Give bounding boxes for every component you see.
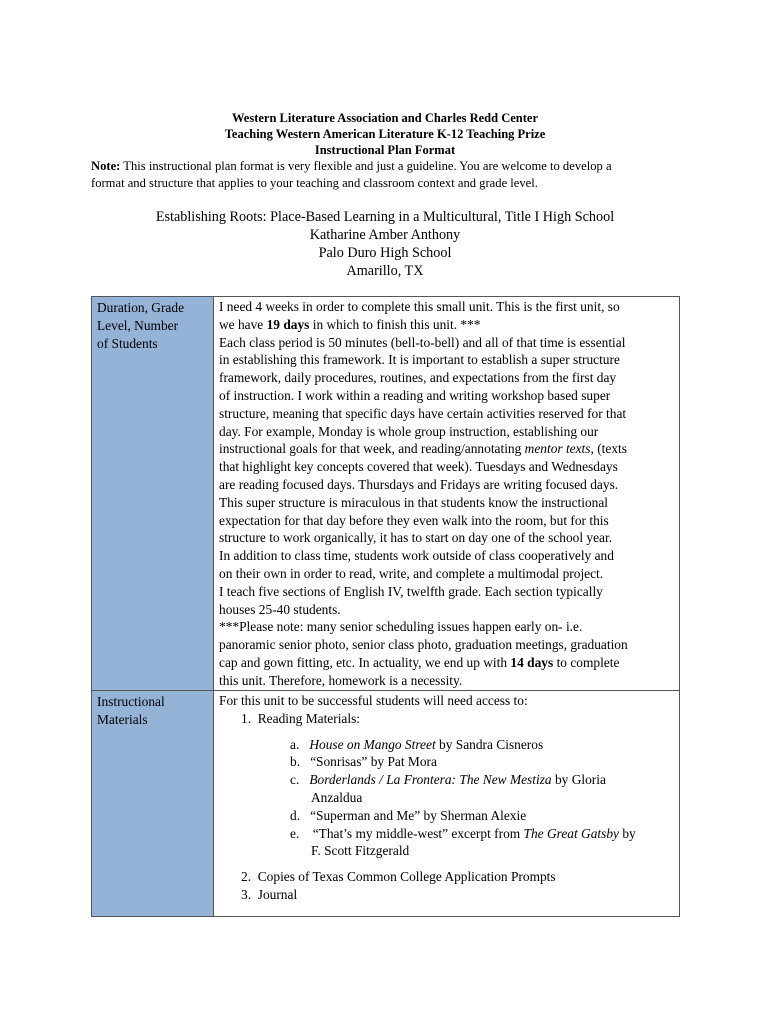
list-item: a. House on Mango Street by Sandra Cisneros bbox=[290, 736, 544, 752]
list-item: d. “Superman and Me” by Sherman Alexie bbox=[290, 807, 527, 823]
list-item: c. Borderlands / La Frontera: The New Mestiza by Gloria bbox=[290, 772, 606, 788]
materials-intro: For this unit to be successful students will need access to: bbox=[219, 693, 528, 708]
note-text-1: This instructional plan format is very flexible and just a guideline. You are welcome to develop a bbox=[120, 159, 612, 173]
table-row-materials bbox=[92, 691, 680, 917]
days-19: 19 days bbox=[266, 316, 310, 332]
header-format: Instructional Plan Format bbox=[314, 143, 456, 157]
header-prize: Teaching Western American Literature K-12 Teaching Prize bbox=[224, 127, 546, 141]
table-row-duration bbox=[92, 297, 680, 691]
plan-title: Establishing Roots: Place-Based Learning in a Multicultural, Title I High School bbox=[155, 209, 615, 225]
plan-author: Katharine Amber Anthony bbox=[309, 227, 461, 243]
note-text-2: format and structure that applies to your teaching and classroom context and grade level. bbox=[91, 176, 538, 190]
duration-content: I need 4 weeks in order to complete this small unit. This is the first unit, so we have 19 days in which to finish this unit. *** Each class period is 50 minutes (bell-to-bell) and all of that time is essential in establishing this framework. It is important to establish a super structure framework, daily procedures, routines, and expectations from the first day of instruction. I work within a reading and writing workshop based super structure, meaning that specific days have certain activities reserved for that day. For example, Monday is whole group instruction, establishing our instructional goals for that week, and reading/annotating mentor texts, (texts that highlight key concepts covered that week). Tuesdays and Wednesdays are reading focused days. Thursdays and Fridays are writing focused days. This super structure is miraculous in that students know the instructional expectation for that day before they even walk into the room, but for this structure to work organically, it has to start on day one of the school year. In addition to class time, students work outside of class cooperatively and on their own in order to read, write, and complete a multimodal project. I teach five sections of English IV, twelfth grade. Each section typically houses 25-40 students. ***Please note: many senior scheduling issues happen early on- i.e. panoramic senior photo, senior class photo, graduation meetings, graduation cap and gown fitting, etc. In actuality, we end up with 14 days to complete this unit. Therefore, homework is a necessity. bbox=[214, 297, 680, 691]
list-item: 1. Reading Materials: bbox=[241, 710, 361, 726]
note-label: Note: bbox=[91, 159, 121, 173]
label-duration: Duration, Grade Level, Number of Students bbox=[92, 297, 214, 691]
mentor-texts: mentor texts, bbox=[524, 441, 594, 457]
days-14: 14 days bbox=[510, 654, 554, 670]
plan-location: Amarillo, TX bbox=[346, 263, 424, 279]
plan-table bbox=[91, 296, 680, 917]
plan-school: Palo Duro High School bbox=[318, 245, 452, 261]
list-item: 2. Copies of Texas Common College Application Prompts bbox=[241, 869, 556, 885]
list-item: e. “That’s my middle-west” excerpt from The Great Gatsby by bbox=[290, 825, 636, 841]
label-materials: Instructional Materials bbox=[92, 691, 214, 917]
list-item: b. “Sonrisas” by Pat Mora bbox=[290, 754, 437, 770]
note-paragraph bbox=[91, 158, 691, 192]
list-item: 3. Journal bbox=[241, 886, 298, 902]
materials-content: For this unit to be successful students will need access to: 1. Reading Materials: a. House on Mango Street by Sandra Cisneros b. “Sonrisas” by Pat Mora c. Borderlands / La Frontera: The New Mestiza by Gloria Anzaldua d. “Superman and Me” by Sherman Alexie e. “That’s my middle-west” excerpt from The Great Gatsby by F. Scott Fitzgerald 2. Copies of Texas Common College Application Prompts 3. Journal bbox=[214, 691, 680, 917]
header-association: Western Literature Association and Charles Redd Center bbox=[232, 111, 538, 125]
